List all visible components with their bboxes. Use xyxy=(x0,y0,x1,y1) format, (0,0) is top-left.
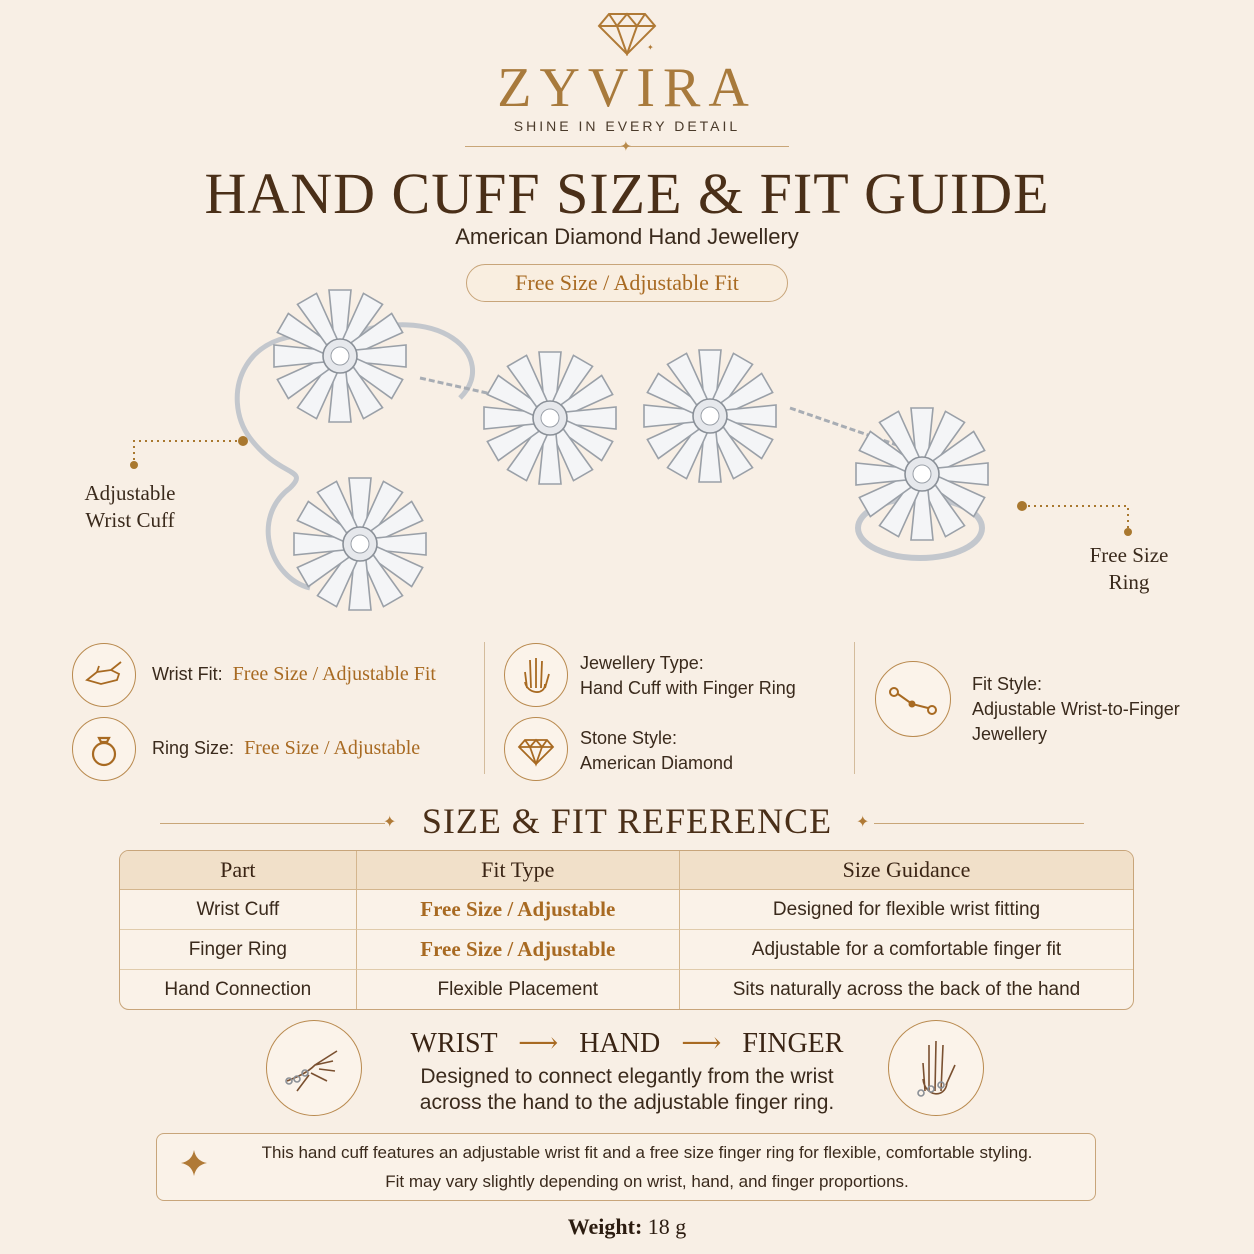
table-row xyxy=(120,890,1133,930)
weight-label: Weight: xyxy=(567,1214,643,1239)
jewellery-type-label: Jewellery Type: xyxy=(580,653,704,673)
wrist-fit-label: Wrist Fit: xyxy=(152,664,223,684)
callout-wrist-line2: Wrist Cuff xyxy=(85,508,175,532)
product-weight xyxy=(0,1214,1254,1240)
note-line2: Fit may vary slightly depending on wrist, hand, and finger proportions. xyxy=(385,1172,909,1191)
arrow-right-icon: ⟶ xyxy=(681,1028,722,1059)
feature-fit-style xyxy=(972,672,1180,747)
size-fit-table xyxy=(119,850,1134,1010)
feature-divider xyxy=(484,642,485,774)
fit-style-value-line2: Jewellery xyxy=(972,724,1048,744)
table-cell-fit-type: Free Size / Adjustable xyxy=(356,930,679,970)
table-cell-guidance: Sits naturally across the back of the hand xyxy=(679,970,1133,1009)
table-header-row xyxy=(120,851,1133,890)
hand-icon xyxy=(504,643,568,707)
callout-wrist-line1: Adjustable xyxy=(84,481,176,505)
wrist-hand-finger-flow xyxy=(330,1026,924,1060)
feature-stone-style xyxy=(580,726,733,776)
page-subtitle: American Diamond Hand Jewellery xyxy=(455,224,799,249)
column-header-fit-type: Fit Type xyxy=(356,851,679,890)
table-cell-part: Finger Ring xyxy=(120,930,356,970)
flow-description xyxy=(330,1064,924,1116)
table-cell-fit-type: Free Size / Adjustable xyxy=(356,890,679,930)
wrist-fit-value: Free Size / Adjustable Fit xyxy=(232,663,436,685)
section-title: SIZE & FIT REFERENCE xyxy=(421,801,833,841)
table-cell-guidance: Designed for flexible wrist fitting xyxy=(679,890,1133,930)
callout-wrist-cuff xyxy=(60,480,200,534)
table-cell-part: Wrist Cuff xyxy=(120,890,356,930)
stone-style-label: Stone Style: xyxy=(580,728,678,748)
wrist-hand-icon xyxy=(72,643,136,707)
feature-divider xyxy=(854,642,855,774)
table-row xyxy=(120,930,1133,970)
flow-step-hand: HAND xyxy=(579,1028,661,1059)
column-header-size-guidance: Size Guidance xyxy=(679,851,1133,890)
fit-note-box xyxy=(156,1133,1096,1201)
section-divider-right xyxy=(874,823,1084,824)
flow-description-line2: across the hand to the adjustable finger ring. xyxy=(419,1091,835,1114)
sparkle-icon: ✦ xyxy=(856,814,870,831)
table-cell-fit-type: Flexible Placement xyxy=(356,970,679,1009)
sparkle-icon: ✦ xyxy=(383,814,397,831)
stone-style-value: American Diamond xyxy=(580,753,734,773)
column-header-part: Part xyxy=(120,851,356,890)
feature-wrist-fit xyxy=(152,662,436,687)
callout-ring-line1: Free Size xyxy=(1089,543,1169,567)
brand-tagline: SHINE IN EVERY DETAIL xyxy=(513,118,741,134)
weight-value: 18 g xyxy=(647,1214,687,1239)
sparkle-icon: ✦ xyxy=(620,138,632,154)
flow-description-line1: Designed to connect elegantly from the wrist xyxy=(420,1065,834,1088)
flow-step-wrist: WRIST xyxy=(410,1028,498,1059)
table-row xyxy=(120,970,1133,1009)
diamond-icon xyxy=(504,717,568,781)
fit-style-value-line1: Adjustable Wrist-to-Finger xyxy=(972,699,1180,719)
arrow-right-icon: ⟶ xyxy=(518,1028,559,1059)
hand-finger-ring-icon xyxy=(888,1020,984,1116)
fit-style-label: Fit Style: xyxy=(972,674,1043,694)
size-badge: Free Size / Adjustable Fit xyxy=(466,264,788,302)
table-cell-part: Hand Connection xyxy=(164,978,312,1000)
feature-ring-size xyxy=(152,736,420,761)
ring-size-label: Ring Size: xyxy=(152,738,235,758)
svg-text:✦: ✦ xyxy=(647,43,654,52)
chain-link-icon xyxy=(875,661,951,737)
table-cell-guidance: Adjustable for a comfortable finger fit xyxy=(679,930,1133,970)
flow-step-finger: FINGER xyxy=(742,1028,844,1059)
callout-ring xyxy=(1064,542,1194,596)
callout-ring-line2: Ring xyxy=(1108,570,1150,594)
sparkle-icon xyxy=(179,1148,209,1178)
brand-name: ZYVIRA xyxy=(497,57,757,119)
jewellery-type-value: Hand Cuff with Finger Ring xyxy=(580,678,796,698)
feature-jewellery-type xyxy=(580,651,796,701)
page-title: HAND CUFF SIZE & FIT GUIDE xyxy=(204,161,1050,226)
note-line1: This hand cuff features an adjustable wrist fit and a free size finger ring for flexible, comfortable styling. xyxy=(261,1143,1033,1162)
ring-icon xyxy=(72,717,136,781)
ring-size-value: Free Size / Adjustable xyxy=(244,737,421,759)
